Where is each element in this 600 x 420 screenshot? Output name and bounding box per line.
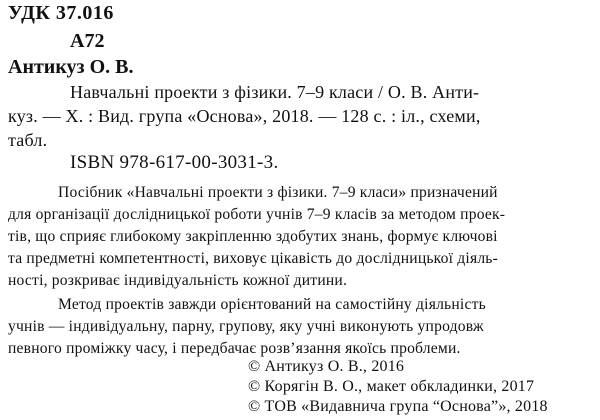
- abstract-line: та предметні компетентності, виховує цікавість до дослідницької діяль-: [8, 250, 499, 267]
- isbn: ISBN 978-617-00-3031-3.: [70, 152, 279, 173]
- copyright-line: © ТОВ «Видавнича група “Основа”», 2018: [248, 398, 548, 415]
- abstract-line: Метод проектів завжди орієнтований на самостійну діяльність: [58, 296, 486, 313]
- abstract-line: ності, розкриває індивідуальність кожної дитини.: [8, 272, 348, 289]
- abstract-line: для організації дослідницької роботи учнів 7–9 класів за методом проек-: [8, 206, 506, 223]
- author-code: А72: [70, 30, 105, 52]
- bibliography-line: Навчальні проекти з фізики. 7–9 класи / О. В. Анти-: [70, 82, 480, 102]
- abstract-line: Посібник «Навчальні проекти з фізики. 7–9 класи» призначений: [58, 184, 498, 201]
- abstract-line: певного проміжку часу, і передбачає розв’язання якоїсь проблеми.: [8, 340, 461, 357]
- bibliography-line: табл.: [8, 130, 48, 150]
- copyright-line: © Корягін В. О., макет обкладинки, 2017: [248, 378, 535, 395]
- copyright-line: © Антикуз О. В., 2016: [248, 358, 405, 375]
- udk-code: УДК 37.016: [8, 2, 114, 24]
- bibliography-line: куз. — Х. : Вид. група «Основа», 2018. — 128 с. : іл., схеми,: [8, 106, 481, 126]
- abstract-line: тів, що сприяє глибокому закріпленню здобутих знань, формує ключові: [8, 228, 498, 245]
- abstract-line: учнів — індивідуальну, парну, групову, яку учні виконують упродовж: [8, 318, 484, 335]
- author-heading: Антикуз О. В.: [8, 56, 134, 78]
